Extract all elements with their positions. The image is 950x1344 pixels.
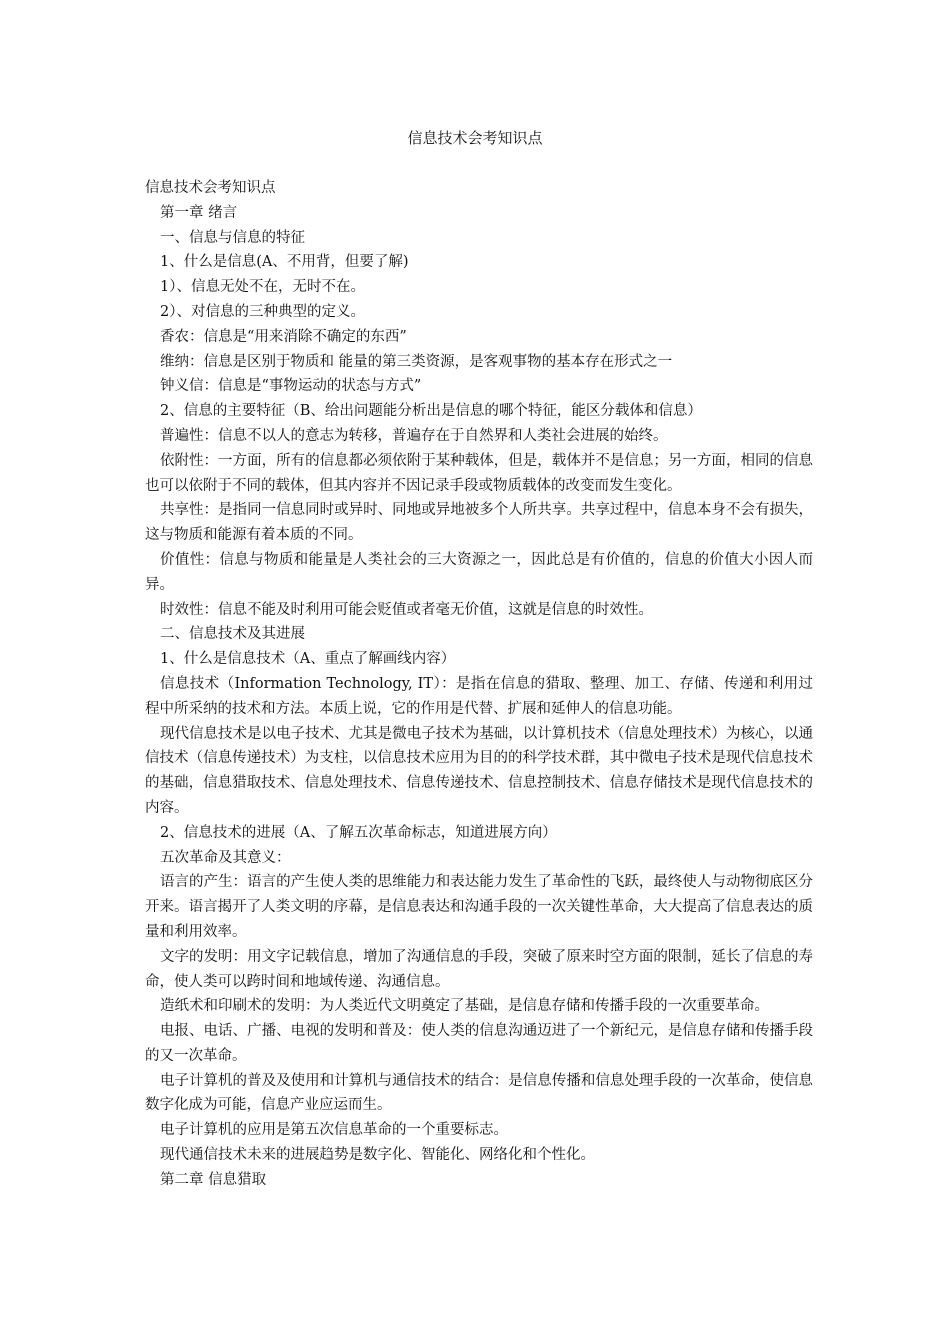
subsection-heading: 1、什么是信息技术（A、重点了解画线内容） [160, 651, 456, 668]
paragraph: 时效性：信息不能及时利用可能会贬值或者毫无价值，这就是信息的时效性。 [160, 601, 653, 618]
document-body [145, 176, 813, 1193]
paragraph: 五次革命及其意义： [160, 849, 291, 866]
document-title: 信息技术会考知识点 [407, 129, 543, 147]
paragraph: 共享性：是指同一信息同时或异时、同地或异地被多个人所共享。共享过程中，信息本身不会有损失，这与物质和能源有着本质的不同。 [145, 502, 813, 544]
paragraph: 维纳：信息是区别于物质和 能量的第三类资源，是客观事物的基本存在形式之一 [160, 353, 673, 370]
chapter-heading: 第二章 信息猎取 [160, 1171, 267, 1188]
chapter-heading: 第一章 绪言 [160, 204, 238, 221]
paragraph: 依附性：一方面，所有的信息都必须依附于某种载体，但是，载体并不是信息；另一方面，相同的信息也可以依附于不同的载体，但其内容并不因记录手段或物质载体的改变而发生变化。 [145, 452, 813, 494]
paragraph: 电报、电话、广播、电视的发明和普及：使人类的信息沟通迈进了一个新纪元，是信息存储和传播手段的又一次革命。 [145, 1023, 813, 1064]
paragraph: 语言的产生：语言的产生使人类的思维能力和表达能力发生了革命性的飞跃，最终使人与动物彻底区分开来。语言揭开了人类文明的序幕，是信息表达和沟通手段的一次关键性革命，大大提高了信息表达的质量和利用效率。 [145, 874, 813, 940]
paragraph: 电子计算机的普及及使用和计算机与通信技术的结合：是信息传播和信息处理手段的一次革命，使信息数字化成为可能，信息产业应运而生。 [145, 1072, 813, 1114]
paragraph: 钟义信：信息是“事物运动的状态与方式” [160, 378, 422, 395]
paragraph: 现代信息技术是以电子技术、尤其是微电子技术为基础，以计算机技术（信息处理技术）为核心，以通信技术（信息传递技术）为支柱，以信息技术应用为目的的科学技术群，其中微电子技术是现代信息技术的基础，信息猎取技术、信息处理技术、信息传递技术、信息控制技术、信息存储技术是现代信息技术的内容。 [145, 725, 813, 816]
subsection-heading: 2、信息技术的进展（A、了解五次革命标志，知道进展方向） [160, 824, 557, 841]
body-heading: 信息技术会考知识点 [145, 180, 276, 196]
paragraph: 2）、对信息的三种典型的定义。 [160, 303, 365, 320]
subsection-heading: 1、什么是信息(A、不用背，但要了解) [160, 254, 409, 271]
section-heading: 一、信息与信息的特征 [160, 229, 305, 246]
paragraph: 造纸术和印刷术的发明：为人类近代文明奠定了基础，是信息存储和传播手段的一次重要革命。 [160, 998, 769, 1015]
paragraph: 文字的发明：用文字记载信息，增加了沟通信息的手段，突破了原来时空方面的限制，延长了信息的寿命，使人类可以跨时间和地域传递、沟通信息。 [145, 948, 813, 990]
paragraph: 普遍性：信息不以人的意志为转移，普遍存在于自然界和人类社会进展的始终。 [160, 427, 668, 444]
paragraph: 电子计算机的应用是第五次信息革命的一个重要标志。 [160, 1122, 508, 1139]
paragraph: 现代通信技术未来的进展趋势是数字化、智能化、网络化和个性化。 [160, 1147, 595, 1164]
paragraph: 价值性：信息与物质和能量是人类社会的三大资源之一，因此总是有价值的，信息的价值大小因人而异。 [145, 551, 813, 593]
subsection-heading: 2、信息的主要特征（B、给出问题能分析出是信息的哪个特征，能区分载体和信息） [160, 403, 702, 420]
paragraph: 1）、信息无处不在，无时不在。 [160, 279, 365, 296]
paragraph: 信息技术（Information Technology, IT）：是指在信息的猎取、整理、加工、存储、传递和利用过程中所采纳的技术和方法。本质上说，它的作用是代替、扩展和延伸人的信息功能。 [145, 675, 813, 717]
section-heading: 二、信息技术及其进展 [160, 626, 305, 643]
paragraph: 香农：信息是“用来消除不确定的东西” [160, 328, 407, 345]
